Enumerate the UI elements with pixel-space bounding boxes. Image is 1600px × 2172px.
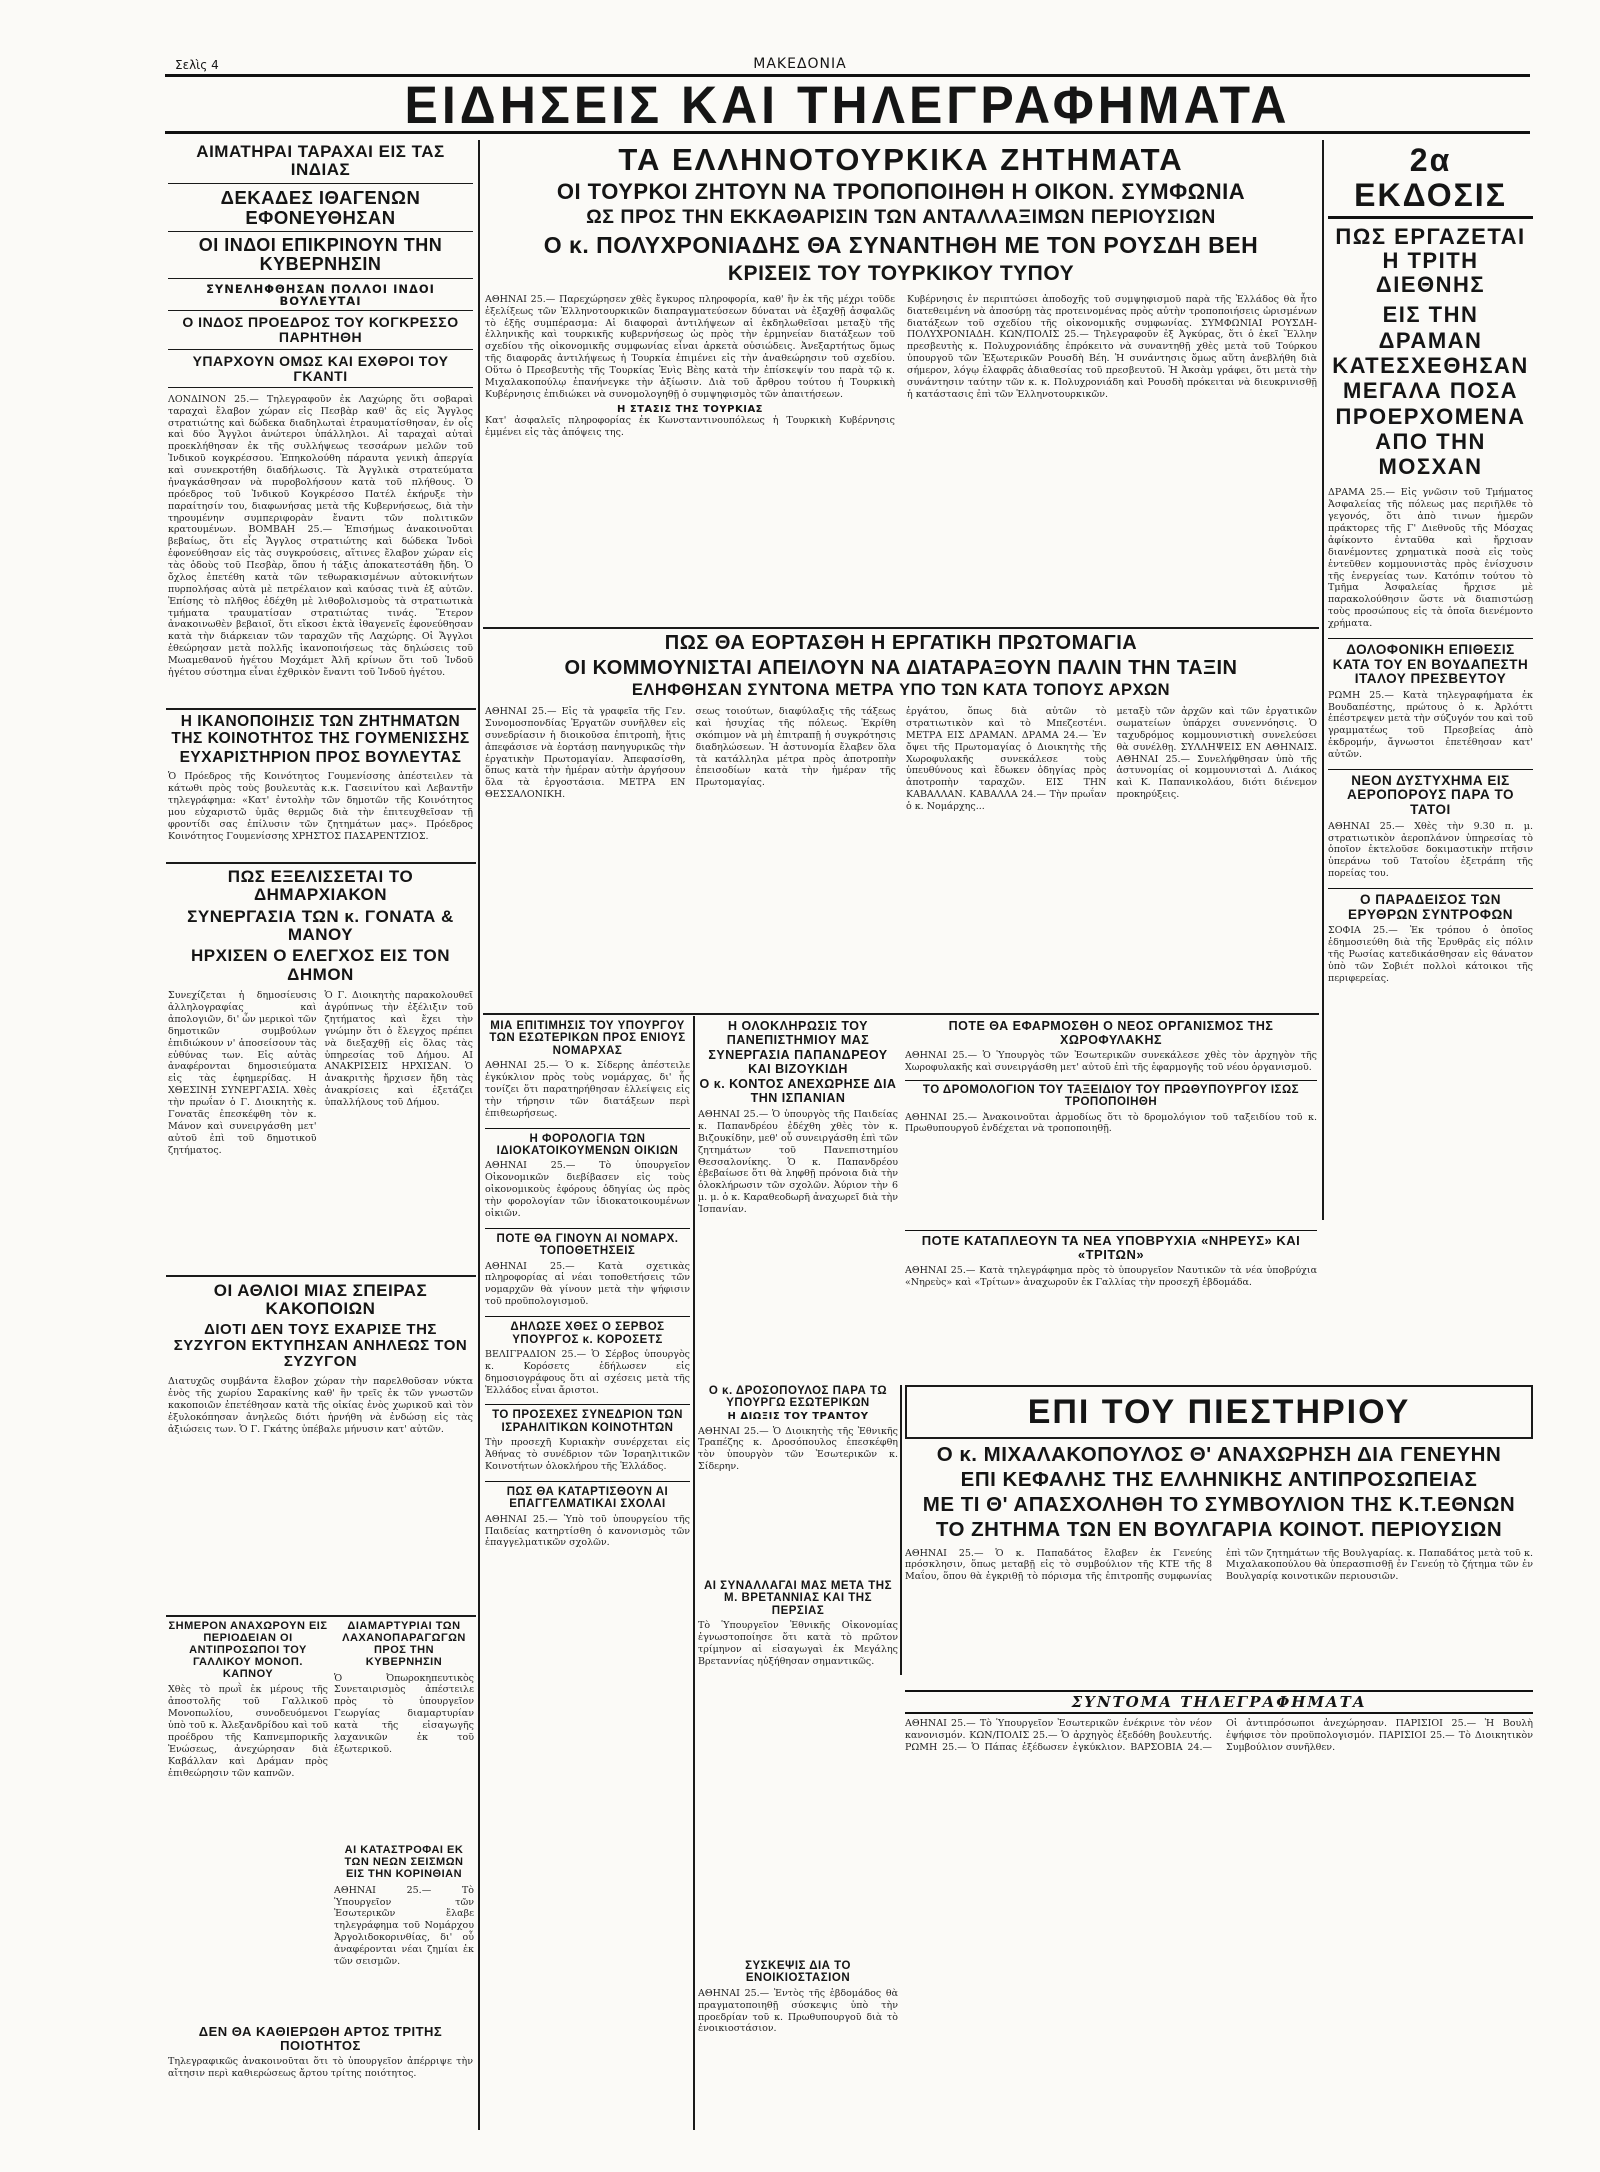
quake-article — [334, 1845, 474, 2045]
article-body: ΡΩΜΗ 25.— Κατὰ τηλεγραφήματα ἐκ Βουδαπέστης, πρώτους ὁ κ. Ἀρλόττι ἐπέστρεψεν μετὰ τὴν σύζυγόν του καὶ τοῦ γραμματέως τοῦ Πρεσβείας ἀπὸ ἐκδρομήν, ἄγνωστοι ἐπετέθησαν κατ' αὐτῶν. — [1328, 689, 1533, 761]
article-body: Κατ' ἀσφαλεῖς πληροφορίας ἐκ Κωνσταντινουπόλεως ἡ Τουρκικὴ Κυβέρνησις ἐμμένει εἰς τὰς ἀπόψεις της. — [485, 415, 895, 439]
headline: ΟΙ ΤΟΥΡΚΟΙ ΖΗΤΟΥΝ ΝΑ ΤΡΟΠΟΠΟΙΗΘΗ Η ΟΙΚΟΝ. ΣΥΜΦΩΝΙΑ — [556, 179, 1246, 205]
article-body: ΑΘΗΝΑΙ 25.— Τὸ Ὑπουργεῖον τῶν Ἐσωτερικῶν ἔλαβε τηλεγράφημα τοῦ Νομάρχου Ἀργολιδοκορινθίας, δι' οὗ ἀναφέρονται νέαι ζημίαι ἐκ τῶν σεισμῶν. — [334, 1884, 474, 1967]
submarines-article — [905, 1230, 1317, 1380]
headline: ΔΕΚΑΔΕΣ ΙΘΑΓΕΝΩΝ ΕΦΟΝΕΥΘΗΣΑΝ — [168, 188, 473, 232]
article-body: ΔΡΑΜΑ 25.— Εἰς γνῶσιν τοῦ Τμήματος Ἀσφαλείας τῆς πόλεως μας περιῆλθε τὸ γεγονός, ὅτι ἀπὸ τινων ἡμερῶν πράκτορες τῆς Γ' Διεθνοῦς τῆς Μόσχας ἀφίκοντο ἐνταῦθα καὶ ἤρχισαν διανέμοντες χρηματικὰ ποσὰ εἰς τοὺς ἐντεῦθεν κομμουνιστὰς πρὸς ἐνίσχυσιν τῆς ἐνεργείας των. Κατόπιν τούτου τὸ Τμῆμα Ἀσφαλείας ἤρχισε μὲ παρακολούθησιν ὥστε νὰ διαπιστώσῃ τοὺς προσώπους εἰς τὰ ὁποῖα διενέμοντο χρήματα. — [1328, 487, 1533, 630]
headline: Η ΟΛΟΚΛΗΡΩΣΙΣ ΤΟΥ ΠΑΝΕΠΙΣΤΗΜΙΟΥ ΜΑΣ — [726, 1020, 870, 1047]
paper-name: ΜΑΚΕΔΟΝΙΑ — [753, 56, 847, 72]
masthead-banner — [165, 74, 1530, 134]
headline: ΑΙΜΑΤΗΡΑΙ ΤΑΡΑΧΑΙ ΕΙΣ ΤΑΣ ΙΝΔΙΑΣ — [168, 143, 473, 184]
headline: ΠΩΣ ΕΡΓΑΖΕΤΑΙ Η ΤΡΙΤΗ ΔΙΕΘΝΗΣ — [1335, 224, 1526, 297]
headline: Ο ΙΝΔΟΣ ΠΡΟΕΔΡΟΣ ΤΟΥ ΚΟΓΚΡΕΣΣΟ ΠΑΡΗΤΗΘΗ — [168, 315, 473, 349]
article-body: ΑΘΗΝΑΙ 25.— Ὑπὸ τοῦ ὑπουργείου τῆς Παιδείας κατηρτίσθη ὁ κανονισμὸς τῶν ἐπαγγελματικῶν σχολῶν. — [485, 1513, 690, 1549]
thieves-article — [168, 1282, 473, 1612]
university-article — [698, 1020, 898, 1380]
article-body: μεταξὺ τῶν ἀρχῶν καὶ τῶν ἐργατικῶν σωματείων ὑπάρχει συνεννόησις. Ὁ ταχυδρόμος κομμουνιστικὴ συνελεύσει θὰ συνέλθῃ. ΣΥΛΛΗΨΕΙΣ ΕΝ ΑΘΗΝΑΙΣ. ΑΘΗΝΑΙ 25.— Συνελήφθησαν ὑπὸ τῆς ἀστυνομίας οἱ κομμουνισταὶ Δ. Λιάκος καὶ Κ. Παπανικολάου, διότι διένεμον προκηρύξεις. — [1116, 706, 1317, 801]
article-body: ΑΘΗΝΑΙ 25.— Τὸ ὑπουργεῖον Οἰκονομικῶν διεβίβασεν εἰς τοὺς οἰκονομικοὺς ἐφόρους ὁδηγίας ὡς πρὸς τὴν φορολογίαν τῶν ἰδιοκατοικουμένων οἰκιῶν. — [485, 1160, 690, 1219]
greek-turkish-article — [485, 143, 1317, 623]
headline: Ο ΠΑΡΑΔΕΙΣΟΣ ΤΩΝ ΕΡΥΘΡΩΝ ΣΥΝΤΡΟΦΩΝ — [1347, 892, 1514, 922]
gendarmerie-article — [905, 1020, 1317, 1225]
article-body: ΑΘΗΝΑΙ 25.— Ὁ κ. Σίδερης ἀπέστειλε ἐγκύκλιον πρὸς τοὺς νομάρχας, δι' ἧς τονίζει ὅτι παρατηρήθησαν ἐλλείψεις εἰς τὴν τήρησιν τῶν διατάξεων περὶ ἐπιθεωρήσεως. — [485, 1060, 690, 1119]
headline: ΥΠΑΡΧΟΥΝ ΟΜΩΣ ΚΑΙ ΕΧΘΡΟΙ ΤΟΥ ΓΚΑΝΤΙ — [168, 354, 473, 388]
article-body: ΑΘΗΝΑΙ 25.— Ὁ ὑπουργὸς τῆς Παιδείας κ. Παπανδρέου ἐδέχθη χθὲς τὸν κ. Βιζουκίδην, μεθ' οὗ συνειργάσθη ἐπὶ τῶν ζητημάτων τοῦ Πανεπιστημίου Θεσσαλονίκης. Ὁ κ. Παπανδρέου ἐβεβαίωσε ὅτι θὰ ληφθῇ πρόνοια διὰ τὴν ὁλοκλήρωσιν τῶν σχολῶν. Ἀύριον τὴν 6 μ. μ. ὁ κ. Καραθεοδωρῆ ἀναχωρεῖ διὰ τὴν Ἰσπανίαν. — [698, 1109, 898, 1215]
article-body: ΑΘΗΝΑΙ 25.— Ὁ Διοικητὴς τῆς Ἐθνικῆς Τραπέζης κ. Δροσόπουλος ἐπεσκέφθη τὸν ὑπουργὸν τῶν Ἐσωτερικῶν κ. Σίδερην. — [698, 1425, 898, 1473]
brief-telegrams — [905, 1690, 1533, 2130]
column-rule — [478, 140, 480, 2130]
headline: ΝΕΟΝ ΔΥΣΤΥΧΗΜΑ ΕΙΣ ΑΕΡΟΠΟΡΟΥΣ ΠΑΡΑ ΤΟ ΤΑΤΟΙ — [1347, 772, 1514, 818]
article-body: ΑΘΗΝΑΙ 25.— Εἰς τὰ γραφεῖα τῆς Γεν. Συνομοσπονδίας Ἐργατῶν συνῆλθεν εἰς συνεδρίασιν ἡ διοικοῦσα ἐπιτροπὴ, ἥτις ἀπεφάσισε νὰ ἑορτάσῃ πανηγυρικῶς τὴν ἐργατικὴν Πρωτομαγίαν. Ἀπεφασίσθη, ὅπως κατὰ τὴν ἡμέραν αὐτὴν ἀργήσουν ὅλα τὰ ἐργοστάσια. ΜΕΤΡΑ ΕΝ ΘΕΣΣΑΛΟΝΙΚΗ. — [485, 706, 686, 801]
headline: ΣΥΝΕΡΓΑΣΙΑ ΠΑΠΑΝΔΡΕΟΥ ΚΑΙ ΒΙΖΟΥΚΙΔΗ — [708, 1048, 888, 1076]
printer-article — [905, 1444, 1533, 1684]
india-article — [168, 143, 473, 703]
headline: ΔΕΝ ΘΑ ΚΑΘΙΕΡΩΘΗ ΑΡΤΟΣ ΤΡΙΤΗΣ ΠΟΙΟΤΗΤΟΣ — [198, 2025, 443, 2054]
article-body: Διατυχῶς συμβάντα ἔλαβον χώραν τὴν παρελθοῦσαν νύκτα ἐνὸς τῆς χωρίου Σαρακίνης καθ' ἣν τρεῖς ἐκ τῶν γνωστῶν κακοποιῶν ἐπετέθησαν κατὰ τῆς οἰκίας ἐνὸς χωρικοῦ καὶ τὸν ἐξυλοκόπησαν ἀνηλεῶς διότι ἠρνήθη νὰ ἐνδώσῃ εἰς τὰς ἀξιώσεις των. Ὁ Γ. Γκάτης ὑπέβαλε μήνυσιν κατ' αὐτῶν. — [168, 1376, 473, 1435]
article-body: Τηλεγραφικῶς ἀνακοινοῦται ὅτι τὸ ὑπουργεῖον ἀπέρριψε τὴν αἴτησιν περὶ καθιερώσεως ἄρτου τρίτης ποιότητος. — [168, 2056, 473, 2079]
headline: ΟΙ ΚΟΜΜΟΥΝΙΣΤΑΙ ΑΠΕΙΛΟΥΝ ΝΑ ΔΙΑΤΑΡΑΞΟΥΝ ΠΑΛΙΝ ΤΗΝ ΤΑΞΙΝ — [564, 656, 1238, 679]
headline: ΣΥΣΚΕΨΙΣ ΔΙΑ ΤΟ ΕΝΟΙΚΙΟΣΤΑΣΙΟΝ — [745, 1960, 851, 1985]
article-body: Κυβέρνησις ἐν περιπτώσει ἀποδοχῆς τοῦ συμψηφισμοῦ παρὰ τῆς Ἑλλάδος θὰ ἦτο διατεθειμένη νὰ ἀποσύρῃ τὰς προτεινομένας πρὸς αὐτὴν τροποποιήσεις ὡρισμένων διατάξεων τοῦ σχεδίου τῆς οἰκονομικῆς συμφωνίας. ΣΥΜΦΩΝΙΑΙ ΡΟΥΣΔΗ-ΠΟΛΥΧΡΟΝΙΑΔΗ. ΚΩΝ/ΠΟΛΙΣ 25.— Τηλεγραφοῦν ἐξ Ἀγκύρας, ὅτι ὁ ἐκεῖ Ἕλλην πρεσβευτὴς κ. Πολυχρονιάδης ἐπρόκειτο νὰ συναντηθῇ χθὲς μετὰ τοῦ Τούρκου ὑπουργοῦ τῶν Ἐξωτερικῶν Ρουσδὴ Βέη. Ἡ συνάντησις ὅμως αὕτη ἀνεβλήθη διὰ σήμερον, λόγῳ ἐλαφρᾶς ἀδιαθεσίας τοῦ πρεσβευτοῦ. Ἡ Ἀκσὰμ γράφει, ὅτι μετὰ τὴν συνάντησιν ταύτην τῶν κ. κ. Πολυχρονιάδη καὶ Ρουσδὴ πρόκειται νὰ διευκρινισθῇ ἡ κατάστασις ἐπὶ τῶν Ἑλληνοτουρκικῶν. — [907, 293, 1317, 400]
headline: ΜΙΑ ΕΠΙΤΙΜΗΣΙΣ ΤΟΥ ΥΠΟΥΡΓΟΥ ΤΩΝ ΕΣΩΤΕΡΙΚΩΝ ΠΡΟΣ ΕΝΙΟΥΣ ΝΟΜΑΡΧΑΣ — [489, 1020, 686, 1057]
column-rule — [693, 1016, 695, 2130]
headline: ΠΟΤΕ ΘΑ ΕΦΑΡΜΟΣΘΗ Ο ΝΕΟΣ ΟΡΓΑΝΙΣΜΟΣ ΤΗΣ ΧΩΡΟΦΥΛΑΚΗΣ — [948, 1020, 1274, 1047]
headline: ΟΙ ΙΝΔΟΙ ΕΠΙΚΡΙΝΟΥΝ ΤΗΝ ΚΥΒΕΡΝΗΣΙΝ — [168, 236, 473, 279]
article-body: ΑΘΗΝΑΙ 25.— Ὁ Ὑπουργὸς τῶν Ἐσωτερικῶν συνεκάλεσε χθὲς τὸν ἀρχηγὸν τῆς Χωροφυλακῆς καὶ συνειργάσθη μετ' αὐτοῦ ἐπὶ τῆς ἐφαρμογῆς τοῦ νέου ὀργανισμοῦ. — [905, 1050, 1317, 1073]
headline: Η ΙΚΑΝΟΠΟΙΗΣΙΣ ΤΩΝ ΖΗΤΗΜΑΤΩΝ ΤΗΣ ΚΟΙΝΟΤΗΤΟΣ ΤΗΣ ΓΟΥΜΕΝΙΣΣΗΣ — [171, 714, 470, 747]
headline: ΤΟ ΔΡΟΜΟΛΟΓΙΟΝ ΤΟΥ ΤΑΞΕΙΔΙΟΥ ΤΟΥ ΠΡΩΘΥΠΟΥΡΓΟΥ ΙΣΩΣ ΤΡΟΠΟΠΟΙΗΘΗ — [905, 1080, 1317, 1109]
section-rule — [166, 1615, 476, 1617]
article-body: ΑΘΗΝΑΙ 25.— Χθὲς τὴν 9.30 π. μ. στρατιωτικὸν ἀεροπλάνον ὑπηρεσίας τὸ ὁποῖον ἐκτελοῦσε δοκιμαστικὴν πτῆσιν ὑπεράνω τοῦ Τατοΐου ἐξετράπη τῆς πορείας του. — [1328, 820, 1533, 880]
headline: Ο κ. ΜΙΧΑΛΑΚΟΠΟΥΛΟΣ Θ' ΑΝΑΧΩΡΗΣΗ ΔΙΑ ΓΕΝΕΥΗΝ — [936, 1444, 1502, 1466]
headline: ΕΥΧΑΡΙΣΤΗΡΙΟΝ ΠΡΟΣ ΒΟΥΛΕΥΤΑΣ — [179, 749, 462, 767]
article-body: ΑΘΗΝΑΙ 25.— Ἀνακοινοῦται ἀρμοδίως ὅτι τὸ δρομολόγιον τοῦ ταξειδίου τοῦ κ. Πρωθυπουργοῦ ἐνδέχεται νὰ τροποποιηθῇ. — [905, 1111, 1317, 1135]
subheading: Η ΣΤΑΣΙΣ ΤΗΣ ΤΟΥΡΚΙΑΣ — [616, 403, 764, 415]
headline: ΕΛΗΦΘΗΣΑΝ ΣΥΝΤΟΝΑ ΜΕΤΡΑ ΥΠΟ ΤΩΝ ΚΑΤΑ ΤΟΠΟΥΣ ΑΡΧΩΝ — [631, 681, 1171, 700]
article-body: ΑΘΗΝΑΙ 25.— Παρεχώρησεν χθὲς ἔγκυρος πληροφορία, καθ' ἣν ἐκ τῆς μέχρι τοῦδε ἐξελίξεως τῶν Ἑλληνοτουρκικῶν διαπραγματεύσεων δύναται νὰ ἐξαχθῇ ἀσφαλῶς τὸ ἑξῆς συμπέρασμα: Αἱ διαφοραὶ ἀντιλήψεων αἱ ἐκδηλωθεῖσαι μεταξὺ τῆς ἑλληνικῆς καὶ τουρκικῆς κυβερνήσεως ὡς πρὸς τὴν ἑρμηνείαν διατάξεων τοῦ σχεδίου τῆς οἰκονομικῆς συμφωνίας εἶναι ἀρκετὰ οὐσιώδεις. Ἀνεξαρτήτως ὅμως τῆς διαφορᾶς ἀντιλήψεως ἡ Τουρκία ἐπιμένει εἰς τὴν ἀναθεώρησιν τοῦ σχεδίου. Οὕτω ὁ Πρεσβευτὴς τῆς Τουρκίας Ἐνὶς Βὲης κατὰ τὴν ἐπίσκεψίν του παρὰ τῷ κ. Μιχαλακοπούλῳ ἐπανήνεγκε τὴν ἀξίωσιν. Διὰ τοῦ ἄρθρου τούτου ἡ Τουρκικὴ Κυβέρνησις ἐπιδιώκει νὰ συνομολογηθῇ ὁ συμψηφισμὸς τῶν ἀπαιτήσεων. — [485, 293, 895, 400]
headline: ΟΙ ΑΘΛΙΟΙ ΜΙΑΣ ΣΠΕΙΡΑΣ ΚΑΚΟΠΟΙΩΝ — [213, 1282, 428, 1319]
headline: ΣΗΜΕΡΟΝ ΑΝΑΧΩΡΟΥΝ ΕΙΣ ΠΕΡΙΟΔΕΙΑΝ ΟΙ ΑΝΤΙΠΡΟΣΩΠΟΙ ΤΟΥ ΓΑΛΛΙΚΟΥ ΜΟΝΟΠ. ΚΑΠΝΟΥ — [168, 1621, 328, 1680]
headline: ΚΡΙΣΕΙΣ ΤΟΥ ΤΟΥΡΚΙΚΟΥ ΤΥΠΟΥ — [727, 262, 1075, 286]
headline: ΑΙ ΣΥΝΑΛΛΑΓΑΙ ΜΑΣ ΜΕΤΑ ΤΗΣ Μ. ΒΡΕΤΑΝΝΙΑΣ ΚΑΙ ΤΗΣ ΠΕΡΣΙΑΣ — [703, 1580, 892, 1617]
article-body: ΑΘΗΝΑΙ 25.— Κατὰ σχετικὰς πληροφορίας αἱ νέαι τοποθετήσεις τῶν νομαρχῶν θὰ γίνουν μετὰ τὴν ψήφισιν τοῦ προϋπολογισμοῦ. — [485, 1260, 690, 1308]
mid-column — [485, 1020, 690, 2130]
vegetable-article — [334, 1621, 474, 1841]
headline: ΣΥΝΕΛΗΦΘΗΣΑΝ ΠΟΛΛΟΙ ΙΝΔΟΙ ΒΟΥΛΕΥΤΑΙ — [168, 283, 473, 312]
headline: ΑΙ ΚΑΤΑΣΤΡΟΦΑΙ ΕΚ ΤΩΝ ΝΕΩΝ ΣΕΙΣΜΩΝ ΕΙΣ ΤΗΝ ΚΟΡΙΝΘΙΑΝ — [344, 1845, 464, 1880]
article-body: σεως τοιούτων, διαφύλαξις τῆς τάξεως καὶ ἡσυχίας τῆς πόλεως. Ἐκρίθη σκόπιμον νὰ μὴ ἐπιτραπῇ ἡ συγκρότησις διαδηλώσεων. Ἡ ἀστυνομία ἔλαβεν ὅλα τὰ κατάλληλα μέτρα πρὸς ἀποτροπὴν ἐπεισοδίων κατὰ τὴν ἡμέραν τῆς Πρωτομαγίας. — [695, 706, 896, 789]
edition-label: 2α ΕΚΔΟΣΙΣ — [1328, 143, 1533, 219]
article-body: ΛΟΝΔΙΝΟΝ 25.— Τηλεγραφοῦν ἐκ Λαχώρης ὅτι σοβαραὶ ταραχαὶ ἔλαβον χώραν εἰς Πεσβὰρ καθ' ἃς εἰς Ἄγγλος στρατιώτης καὶ δώδεκα διαδηλωταὶ ἐτραυματίσθησαν, ἐν οἷς καὶ δύο Ἄγγλοι ἀνώτεροι ὑπάλληλοι. Αἱ ταραχαὶ αὐταὶ προεκλήθησαν ἐκ τῆς συλλήψεως τεσσάρων μελῶν τοῦ Ἰνδικοῦ κογκρέσσου. Ἐπηκολούθη πάραυτα γενικὴ ἀπεργία καὶ συνεκροτήθη διαδήλωσις. Τὰ Ἀγγλικὰ στρατεύματα ἠναγκάσθησαν νὰ πυροβολήσουν κατὰ τοῦ πλήθους. Ὁ πρόεδρος τοῦ Ἰνδικοῦ Κογκρέσσο Πατέλ ἐκήρυξε τὴν παραίτησίν του, διαφωνήσας μετὰ τῆς Κυβερνήσεως, διὰ τὴν τηρουμένην συμπεριφορὰν ἔναντι τῶν πολιτικῶν κρατουμένων. ΒΟΜΒΑΗ 25.— Ἐπισήμως ἀνακοινοῦται βεβαίως, ὅτι εἷς Ἄγγλος στρατιώτης καὶ δώδεκα Ἰνδοὶ ἐφονεύθησαν εἰς τὰς συγκρούσεις, αἵτινες ἔλαβον χώραν εἰς τὰς ὁδοὺς τοῦ Πεσβὰρ, ὅπου ἡ τάξις ἀποκατεστάθη ἤδη. Ὁ ὄχλος ἐπετέθη κατὰ τῶν τεθωρακισμένων αὐτοκινήτων πυρπολήσας αὐτὰ μὲ πετρέλαιον καὶ καύσας τινὰ ἐξ αὐτῶν. Ἐπίσης τὸ πλῆθος ἐδέχθη μὲ λιθοβολισμοὺς τὰ στρατιωτικὰ τμήματα τραυματίσαν στρατιώτας τινάς. Ἕτερον ἀνακοινωθὲν βεβαιοῖ, ὅτι εἴκοσι ἐκτὰ ἰθαγενεῖς ἐφονεύθησαν κατὰ τὴν διάρκειαν τῶν ταραχῶν τῆς Λαχώρης. Οἱ Ἄγγλοι ἐθεώρησαν μετὰ πολλῆς ἱκανοποιήσεως τὰς δηλώσεις τοῦ Μωαμεθανοῦ ἡγέτου Μοχάμετ Ἀλῆ κρίνων ὅτι τοῦ Ἰνδοῦ ἡγέτου σύστημα εἶναι ἐχθρικὸν ἔναντι τοῦ Ἰνδοῦ ἡγέτου. — [168, 393, 473, 678]
article-body: Συνεχίζεται ἡ δημοσίευσις ἀλληλογραφίας καὶ ἀπολογιῶν, δι' ὧν μερικοὶ τῶν δημοτικῶν συμβούλων ἐπιδιώκουν ν' ἀποσείσουν τὰς εὐθύνας των. Εἰς αὐτὰς ἀναφέρονται δημοσιεύματα εἰς τὰς ἐφημερίδας. Η ΧΘΕΣΙΝΗ ΣΥΝΕΡΓΑΣΙΑ. Χθὲς τὴν πρωΐαν ὁ Γ. Διοικητὴς κ. Γονατᾶς ἐπεσκέφθη τὸν κ. Μάνον καὶ συνειργάσθη μετ' αὐτοῦ ἐπὶ τοῦ δημοτικοῦ ζητήματος. — [168, 990, 317, 1156]
headline: ΔΙΟΤΙ ΔΕΝ ΤΟΥΣ ΕΧΑΡΙΣΕ ΤΗΣ ΣΥΖΥΓΟΝ ΕΚΤΥΠΗΣΑΝ ΑΝΗΛΕΩΣ ΤΟΝ ΣΥΖΥΓΟΝ — [173, 1320, 468, 1371]
headline: ΗΡΧΙΣΕΝ Ο ΕΛΕΓΧΟΣ ΕΙΣ ΤΟΝ ΔΗΜΟΝ — [191, 946, 450, 984]
article-body: ἐργάτου, ὅπως διὰ αὐτῶν τὸ στρατιωτικὸν καὶ τὸ Μπεζεστένι. ΜΕΤΡΑ ΕΙΣ ΔΡΑΜΑΝ. ΔΡΑΜΑ 24.— Ἐν ὄψει τῆς Πρωτομαγίας ὁ Διοικητὴς τῆς Χωροφυλακῆς συνεκάλεσε τοὺς ὑπευθύνους καὶ ἔδωκεν ὁδηγίας πρὸς ἀποτροπὴν ταραχῶν. ΕΙΣ ΤΗΝ ΚΑΒΑΛΛΑΝ. ΚΑΒΑΛΛΑ 24.— Τὴν πρωΐαν ὁ κ. Νομάρχης... — [906, 706, 1107, 812]
section-rule — [483, 1013, 1319, 1015]
headline: ΠΩΣ ΘΑ ΕΟΡΤΑΣΘΗ Η ΕΡΓΑΤΙΚΗ ΠΡΩΤΟΜΑΓΙΑ — [664, 633, 1138, 654]
headline: ΠΩΣ ΕΞΕΛΙΣΣΕΤΑΙ ΤΟ ΔΗΜΑΡΧΙΑΚΟΝ — [227, 868, 414, 905]
article-body: Τὴν προσεχῆ Κυριακὴν συνέρχεται εἰς Ἀθήνας τὸ συνέδριον τῶν Ἰσραηλιτικῶν Κοινοτήτων ὁλοκλήρου τῆς Ἑλλάδος. — [485, 1437, 690, 1472]
section-rule — [166, 708, 476, 710]
headline: ΔΙΑΜΑΡΤΥΡΙΑΙ ΤΩΝ ΛΑΧΑΝΟΠΑΡΑΓΩΓΩΝ ΠΡΟΣ ΤΗΝ ΚΥΒΕΡΝΗΣΙΝ — [342, 1621, 466, 1668]
headline: ΤΟ ΖΗΤΗΜΑ ΤΩΝ ΕΝ ΒΟΥΛΓΑΡΙΑ ΚΟΙΝΟΤ. ΠΕΡΙΟΥΣΙΩΝ — [935, 1518, 1503, 1542]
article-body: Τὸ Ὑπουργεῖον Ἐθνικῆς Οἰκονομίας ἐγνωστοποίησε ὅτι κατὰ τὸ πρῶτον τρίμηνον αἱ εἰσαγωγαὶ ἐκ Μεγάλης Βρεταννίας ηὐξήθησαν σημαντικῶς. — [698, 1620, 898, 1667]
article-body: ΑΘΗΝΑΙ 25.— Κατὰ τηλεγράφημα πρὸς τὸ ὑπουργεῖον Ναυτικῶν τὰ νέα ὑποβρύχια «Νηρεὺς» καὶ «Τρίτων» ἀναχωροῦν ἐκ Γαλλίας τὴν προσεχῆ ἑβδομάδα. — [905, 1265, 1317, 1288]
headline: ΤΑ ΕΛΛΗΝΟΤΟΥΡΚΙΚΑ ΖΗΤΗΜΑΤΑ — [618, 143, 1184, 177]
article-body: ΒΕΛΙΓΡΑΔΙΟΝ 25.— Ὁ Σέρβος ὑπουργὸς κ. Κορόσετς ἐδήλωσεν εἰς δημοσιογράφους ὅτι αἱ σχέσεις μετὰ τῆς Ἑλλάδος εἶναι ἄριστοι. — [485, 1348, 690, 1396]
headline: ΩΣ ΠΡΟΣ ΤΗΝ ΕΚΚΑΘΑΡΙΣΙΝ ΤΩΝ ΑΝΤΑΛΛΑΞΙΜΩΝ ΠΕΡΙΟΥΣΙΩΝ — [586, 206, 1216, 229]
section-rule — [166, 862, 476, 864]
printer-label: ΕΠΙ ΤΟΥ ΠΙΕΣΤΗΡΙΟΥ — [1027, 1393, 1411, 1431]
page-number: Σελὶς 4 — [175, 58, 219, 72]
section-title: ΕΙΔΗΣΕΙΣ ΚΑΙ ΤΗΛΕΓΡΑΦΗΜΑΤΑ — [404, 75, 1291, 134]
headline: Η ΦΟΡΟΛΟΓΙΑ ΤΩΝ ΙΔΙΟΚΑΤΟΙΚΟΥΜΕΝΩΝ ΟΙΚΙΩΝ — [485, 1128, 690, 1158]
bread-article — [168, 2025, 473, 2130]
article-body: ΑΘΗΝΑΙ 25.— Ὁ κ. Παπαδάτος ἔλαβεν ἐκ Γενεύης πρόσκλησιν, ὅπως μεταβῇ εἰς τὸ συμβούλιον τῆς ΚΤΕ τῆς 8 Μαΐου, ὅπου θὰ ἐγκριθῇ τὸ πόρισμα τῆς ἐπιτροπῆς συμφωνίας ἐπὶ τῶν ζητημάτων τῆς Βουλγαρίας. κ. Παπαδάτος μετὰ τοῦ κ. Μιχαλακοπούλου θὰ ὑπερασπισθῇ ἐν Γενεύῃ τὸ ζήτημα τῶν ἐν Βουλγαρίᾳ κοινοτικῶν περιουσιῶν. — [905, 1547, 1533, 1583]
section-rule — [166, 1275, 476, 1277]
headline: ΠΟΤΕ ΘΑ ΓΙΝΟΥΝ ΑΙ ΝΟΜΑΡΧ. ΤΟΠΟΘΕΤΗΣΕΙΣ — [485, 1228, 690, 1258]
article-body: Ὁ Πρόεδρος τῆς Κοινότητος Γουμενίσσης ἀπέστειλεν τὰ κάτωθι πρὸς τοὺς βουλευτὰς κ.κ. Γασεινίτου καὶ Λεβαντῆν τηλεγράφημα: «Κατ' ἐντολὴν τῶν δημοτῶν τῆς Κοινότητος μου εὐχαριστῶ ὑμᾶς θερμῶς διὰ τὴν ἐπιτευχθεῖσαν τῇ φροντίδι σας ἐπίλυσιν τῶν ζητημάτων μας». Πρόεδρος Κοινότητος Γουμενίσσης ΧΡΗΣΤΟΣ ΠΑΣΑΡΕΝΤΖΙΟΣ. — [168, 771, 473, 842]
trade-article — [698, 1580, 898, 1800]
goumenissa-article — [168, 714, 473, 859]
second-edition-column — [1328, 143, 1533, 1218]
headline: Ο κ. ΠΟΛΥΧΡΟΝΙΑΔΗΣ ΘΑ ΣΥΝΑΝΤΗΘΗ ΜΕ ΤΟΝ ΡΟΥΣΔΗ ΒΕΗ — [543, 232, 1259, 259]
headline: ΤΟ ΠΡΟΣΕΧΕΣ ΣΥΝΕΔΡΙΟΝ ΤΩΝ ΙΣΡΑΗΛΙΤΙΚΩΝ ΚΟΙΝΟΤΗΤΩΝ — [485, 1404, 690, 1434]
headline: Ο κ. ΔΡΟΣΟΠΟΥΛΟΣ ΠΑΡΑ ΤΩ ΥΠΟΥΡΓΩ ΕΣΩΤΕΡΙΚΩΝ — [708, 1385, 888, 1410]
article-body: ΑΘΗΝΑΙ 25.— Τὸ Ὑπουργεῖον Ἐσωτερικῶν ἐνέκρινε τὸν νέον κανονισμόν. ΚΩΝ/ΠΟΛΙΣ 25.— Ὁ ἀρχηγὸς ἐξεδόθη βουλευτής. ΡΩΜΗ 25.— Ὁ Πάπας ἐξέδωσεν ἐγκύκλιον. ΒΑΡΣΟΒΙΑ 24.— Οἱ ἀντιπρόσωποι ἀνεχώρησαν. ΠΑΡΙΣΙΟΙ 25.— Ἡ Βουλὴ ἐψήφισε τὸν προϋπολογισμόν. ΠΑΡΙΣΙΟΙ 25.— Τὸ Διοικητικὸν Συμβούλιον συνῆλθεν. — [905, 1718, 1533, 1753]
headline: ΠΩΣ ΘΑ ΚΑΤΑΡΤΙΣΘΟΥΝ ΑΙ ΕΠΑΓΓΕΛΜΑΤΙΚΑΙ ΣΧΟΛΑΙ — [485, 1481, 690, 1511]
article-body: ΣΟΦΙΑ 25.— Ἐκ τρόπου ὁ ὁποῖος ἐδημοσιεύθη διὰ τῆς Ἐρυθρᾶς εἰς πόλιν τῆς Ρωσίας κατεδικάσθησαν εἰς θάνατον ὑπὸ τῶν Σοβιέτ πολλοὶ κάτοικοι τῆς περιφερείας. — [1328, 925, 1533, 984]
article-body: Χθὲς τὸ πρωῒ ἐκ μέρους τῆς ἀποστολῆς τοῦ Γαλλικοῦ Μονοπωλίου, συνοδευόμενοι ὑπὸ τοῦ κ. Ἀλεξανδρίδου καὶ τοῦ προέδρου τῆς Καπνεμπορικῆς Ἑνώσεως, ἀνεχώρησαν διὰ Καβάλλαν καὶ Δράμαν πρὸς ἐπιθεώρησιν τῶν καπνῶν. — [168, 1684, 328, 1779]
headline: ΠΟΤΕ ΚΑΤΑΠΛΕΟΥΝ ΤΑ ΝΕΑ ΥΠΟΒΡΥΧΙΑ «ΝΗΡΕΥΣ» ΚΑΙ «ΤΡΙΤΩΝ» — [905, 1230, 1317, 1262]
drosopoulos-article — [698, 1385, 898, 1575]
headline: ΜΕ ΤΙ Θ' ΑΠΑΣΧΟΛΗΘΗ ΤΟ ΣΥΜΒΟΥΛΙΟΝ ΤΗΣ Κ.Τ.ΕΘΝΩΝ — [922, 1493, 1516, 1517]
brief-label: ΣΥΝΤΟΜΑ ΤΗΛΕΓΡΑΦΗΜΑΤΑ — [905, 1690, 1533, 1714]
municipal-article — [168, 868, 473, 1268]
article-body: Ὁ Ὀπωροκηπευτικὸς Συνεταιρισμὸς ἀπέστειλε πρὸς τὸ ὑπουργεῖον Γεωργίας διαμαρτυρίαν κατὰ τῆς εἰσαγωγῆς λαχανικῶν ἐκ τοῦ ἐξωτερικοῦ. — [334, 1672, 474, 1755]
article-body: ΑΘΗΝΑΙ 25.— Ἐντὸς τῆς ἑβδομάδος θὰ πραγματοποιηθῇ σύσκεψις ὑπὸ τὴν προεδρίαν τοῦ κ. Πρωθυπουργοῦ διὰ τὸ ἐνοικιοστάσιον. — [698, 1987, 898, 2035]
printer-banner — [905, 1385, 1533, 1439]
headline: ΕΠΙ ΚΕΦΑΛΗΣ ΤΗΣ ΕΛΛΗΝΙΚΗΣ ΑΝΤΙΠΡΟΣΩΠΕΙΑΣ — [960, 1468, 1478, 1492]
section-rule — [483, 627, 1319, 629]
column-rule — [1322, 140, 1324, 1220]
headline: ΔΗΛΩΣΕ ΧΘΕΣ Ο ΣΕΡΒΟΣ ΥΠΟΥΡΓΟΣ κ. ΚΟΡΟΣΕΤΣ — [485, 1316, 690, 1346]
headline: Ο κ. ΚΟΝΤΟΣ ΑΝΕΧΩΡΗΣΕ ΔΙΑ ΤΗΝ ΙΣΠΑΝΙΑΝ — [699, 1077, 897, 1105]
column-rule — [900, 1385, 902, 1675]
meeting-article — [698, 1960, 898, 2130]
article-body: Ὁ Γ. Διοικητὴς παρακολουθεῖ ἀγρύπνως τὴν ἐξέλιξιν τοῦ ζητήματος καὶ ἔχει τὴν γνώμην ὅτι ὁ ἔλεγχος πρέπει νὰ διεξαχθῇ εἰς ὅλας τὰς ὑπηρεσίας τοῦ Δήμου. ΑΙ ΑΝΑΚΡΙΣΕΙΣ ΗΡΧΙΣΑΝ. Ὁ ἀνακριτὴς ἤρχισεν ἤδη τὰς ἀνακρίσεις καὶ ἐξετάζει ὑπαλλήλους τοῦ Δήμου. — [324, 990, 473, 1109]
headline: ΣΥΝΕΡΓΑΣΙΑ ΤΩΝ κ. ΓΟΝΑΤΑ & ΜΑΝΟΥ — [187, 906, 454, 945]
mayday-article — [485, 633, 1317, 1013]
tobacco-article — [168, 1621, 328, 2021]
headline: ΕΙΣ ΤΗΝ ΔΡΑΜΑΝ ΚΑΤΕΣΧΕΘΗΣΑΝ ΜΕΓΑΛΑ ΠΟΣΑ ΠΡΟΕΡΧΟΜΕΝΑ ΑΠΟ ΤΗΝ ΜΟΣΧΑΝ — [1332, 302, 1529, 480]
headline: ΔΟΛΟΦΟΝΙΚΗ ΕΠΙΘΕΣΙΣ ΚΑΤΑ ΤΟΥ ΕΝ ΒΟΥΔΑΠΕΣΤΗ ΙΤΑΛΟΥ ΠΡΕΣΒΕΥΤΟΥ — [1332, 641, 1529, 687]
subheading: Η ΔΙΩΞΙΣ ΤΟΥ ΤΡΑΝΤΟΥ — [727, 1410, 869, 1422]
